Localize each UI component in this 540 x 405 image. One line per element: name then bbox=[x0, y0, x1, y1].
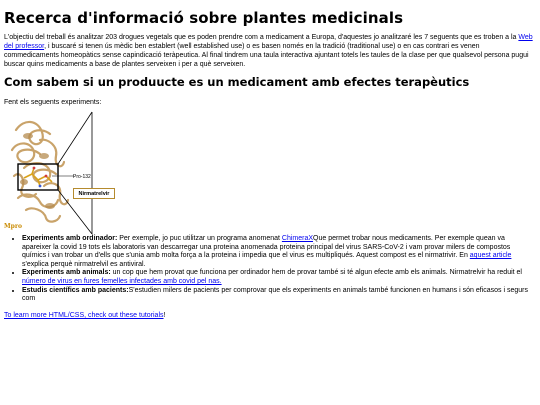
experiment-title: Estudis científics amb pacients: bbox=[22, 286, 129, 294]
intro-paragraph bbox=[4, 33, 534, 69]
list-item bbox=[22, 287, 534, 304]
footer bbox=[4, 311, 534, 320]
ligand-label-box: Nirmatrelvir bbox=[73, 188, 115, 199]
chimerax-link[interactable]: ChimeraX bbox=[281, 235, 314, 242]
intro-text-1: L'objectiu del treball és analitzar 203 drogues vegetals que es poden prendre com a medicament a Europa, d'aquestes jo analitzaré les 7 seguents que es troben a la bbox=[4, 34, 519, 41]
list-item bbox=[22, 269, 534, 286]
list-item bbox=[22, 235, 534, 269]
footer-suffix: ! bbox=[163, 311, 166, 319]
page-title: Recerca d'informació sobre plantes medicinals bbox=[4, 9, 404, 27]
experiment-text: Per exemple, jo puc utilitzar un programa anomenat bbox=[117, 235, 282, 242]
professor-web-link[interactable]: Web del professor bbox=[4, 34, 533, 50]
experiment-title: Experiments amb animals: bbox=[22, 269, 111, 277]
protein-figure bbox=[4, 110, 134, 235]
experiment-text: s'explica perquè nirmatrelvil es antiviral. bbox=[22, 260, 146, 268]
experiment-text: Que permet trobar nous medicaments. Per exemple quean va apareixer la covid 19 tots els laboratoris van descarregar una proteina anomenada proteina principal del virus SARS-CoV-2 i vam provar milers de compostos químics i van trobar un d'ells que s'unia amb molta força a la proteina i impedia que el virus es multipliqués. Aquest compost es el nirmatrivir. En bbox=[22, 235, 511, 260]
experiment-title: Experiments amb ordinador: bbox=[22, 235, 118, 242]
tutorials-link[interactable]: To learn more HTML/CSS, check out these tutorials bbox=[4, 311, 164, 319]
section-title: Com sabem si un produucte es un medicament amb efectes terapèutics bbox=[4, 75, 470, 89]
intro-text-2: , i buscaré si tenen ús mèdic ben establert (well established use) o es basen només en la tradició (traditional use) o en cas contrari es venen commedicaments homeopàtics sense capindicació teràpeutica. Al final tindrem una taula interactiva ajuntant totels les taules de la clase per que qualsevol persona pugui buscar quins medicaments a base de plantes serveixen i per a què serveixen. bbox=[4, 43, 529, 68]
page bbox=[4, 0, 534, 320]
section-lead: Fent els seguents experiments: bbox=[4, 99, 102, 106]
ferrets-study-link[interactable]: número de virus en fures femelles infectades amb covid pel nas. bbox=[22, 277, 222, 285]
experiments-list bbox=[4, 235, 534, 304]
residue-label: Pro-132 bbox=[73, 174, 91, 180]
experiment-text: S'estudien milers de pacients per comprovar que els experiments en animals també funcionen en humans i són eficasos i segurs com bbox=[22, 286, 528, 303]
experiment-text: un cop que hem provat que funciona per ordinador hem de provar també si té algun efecte amb els animals. Nirmatrelvir ha reduit el bbox=[110, 269, 522, 277]
figure-corner-label: Mpro bbox=[4, 223, 22, 230]
article-link[interactable]: aquest article bbox=[469, 252, 512, 260]
protein-structure-image bbox=[4, 110, 134, 235]
